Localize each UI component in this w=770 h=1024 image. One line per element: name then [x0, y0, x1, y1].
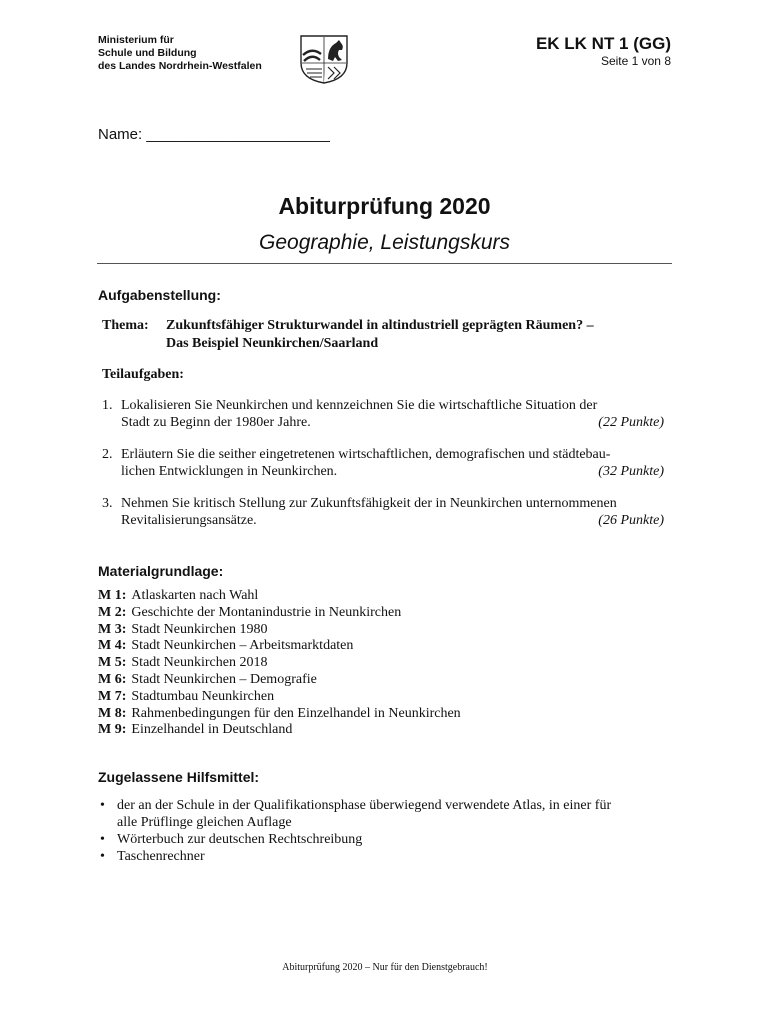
task-number: 1. — [102, 398, 113, 413]
list-item-line: der an der Schule in der Qualifikationsphase überwiegend verwendete Atlas, in einer für — [117, 798, 612, 813]
exam-code-block — [536, 34, 671, 68]
bullet-icon: • — [100, 832, 105, 847]
material-text: Rahmenbedingungen für den Einzelhandel in Neunkirchen — [131, 705, 461, 721]
material-text: Stadt Neunkirchen – Demografie — [131, 671, 317, 687]
list-item — [98, 831, 678, 848]
bullet-icon: • — [100, 849, 105, 864]
thema-label: Thema: — [102, 318, 149, 333]
ministry-line: Schule und Bildung — [98, 47, 197, 59]
task-item — [102, 397, 664, 431]
material-item — [98, 605, 461, 622]
page-title: Abiturprüfung 2020 — [278, 193, 491, 219]
title-divider — [97, 263, 672, 264]
material-list — [98, 588, 461, 739]
material-item — [98, 689, 461, 706]
task-text-line: lichen Entwicklungen in Neunkirchen. — [121, 464, 338, 479]
material-item — [98, 622, 461, 639]
material-text: Stadt Neunkirchen 1980 — [131, 621, 268, 637]
material-label: M 6: — [98, 671, 127, 687]
material-text: Einzelhandel in Deutschland — [131, 722, 293, 738]
teilaufgaben-label: Teilaufgaben: — [102, 367, 184, 382]
material-text: Atlaskarten nach Wahl — [131, 588, 259, 603]
material-text: Stadtumbau Neunkirchen — [131, 688, 275, 704]
nrw-crest-logo — [298, 33, 350, 85]
material-item — [98, 588, 461, 605]
material-text: Geschichte der Montanindustrie in Neunkirchen — [131, 604, 402, 620]
task-text-line: Revitalisierungsansätze. — [121, 513, 257, 528]
list-item — [98, 797, 678, 831]
task-number: 3. — [102, 496, 113, 511]
list-item — [98, 848, 678, 865]
material-label: M 7: — [98, 688, 127, 704]
section-heading-aufgabenstellung: Aufgabenstellung: — [98, 287, 221, 303]
thema-line: Zukunftsfähiger Strukturwandel in altindustriell geprägten Räumen? – — [166, 318, 594, 333]
hilfsmittel-list — [98, 797, 678, 865]
material-text: Stadt Neunkirchen – Arbeitsmarktdaten — [131, 638, 354, 654]
page-subtitle: Geographie, Leistungskurs — [259, 231, 510, 254]
section-heading-hilfsmittel: Zugelassene Hilfsmittel: — [98, 769, 260, 785]
task-text-line: Nehmen Sie kritisch Stellung zur Zukunftsfähigkeit der in Neunkirchen unternommenen — [121, 496, 617, 511]
section-heading-materialgrundlage: Materialgrundlage: — [98, 563, 224, 579]
page-footer: Abiturprüfung 2020 – Nur für den Dienstgebrauch! — [282, 962, 488, 973]
list-item-line: Taschenrechner — [117, 849, 205, 864]
material-item — [98, 722, 461, 739]
material-label: M 4: — [98, 638, 127, 654]
task-item — [102, 446, 664, 480]
task-item — [102, 495, 664, 529]
task-text-line: Stadt zu Beginn der 1980er Jahre. — [121, 415, 311, 430]
bullet-icon: • — [100, 798, 105, 813]
task-text-line: Lokalisieren Sie Neunkirchen und kennzeichnen Sie die wirtschaftliche Situation der — [121, 398, 598, 413]
material-label: M 5: — [98, 655, 127, 671]
task-number: 2. — [102, 447, 113, 462]
list-item-line: alle Prüflinge gleichen Auflage — [117, 815, 292, 830]
material-item — [98, 672, 461, 689]
list-item-line: Wörterbuch zur deutschen Rechtschreibung — [117, 832, 363, 847]
page-indicator: Seite 1 von 8 — [600, 54, 671, 68]
ministry-line: Ministerium für — [98, 34, 174, 46]
material-label: M 8: — [98, 705, 127, 721]
material-item — [98, 638, 461, 655]
ministry-name — [98, 34, 262, 73]
task-points: (26 Punkte) — [598, 513, 664, 528]
material-label: M 2: — [98, 604, 127, 620]
material-item — [98, 706, 461, 723]
material-label: M 3: — [98, 621, 127, 637]
exam-code: EK LK NT 1 (GG) — [535, 34, 671, 53]
material-label: M 9: — [98, 722, 127, 738]
material-label: M 1: — [98, 588, 127, 603]
material-item — [98, 655, 461, 672]
thema-line: Das Beispiel Neunkirchen/Saarland — [166, 336, 379, 351]
task-points: (22 Punkte) — [598, 415, 664, 430]
name-field-label: Name: ______________________ — [98, 126, 330, 143]
material-text: Stadt Neunkirchen 2018 — [131, 655, 268, 671]
thema-text — [166, 317, 686, 353]
task-points: (32 Punkte) — [598, 464, 664, 479]
ministry-line: des Landes Nordrhein-Westfalen — [98, 60, 262, 72]
task-text-line: Erläutern Sie die seither eingetretenen wirtschaftlichen, demografischen und städtebau- — [121, 447, 611, 462]
